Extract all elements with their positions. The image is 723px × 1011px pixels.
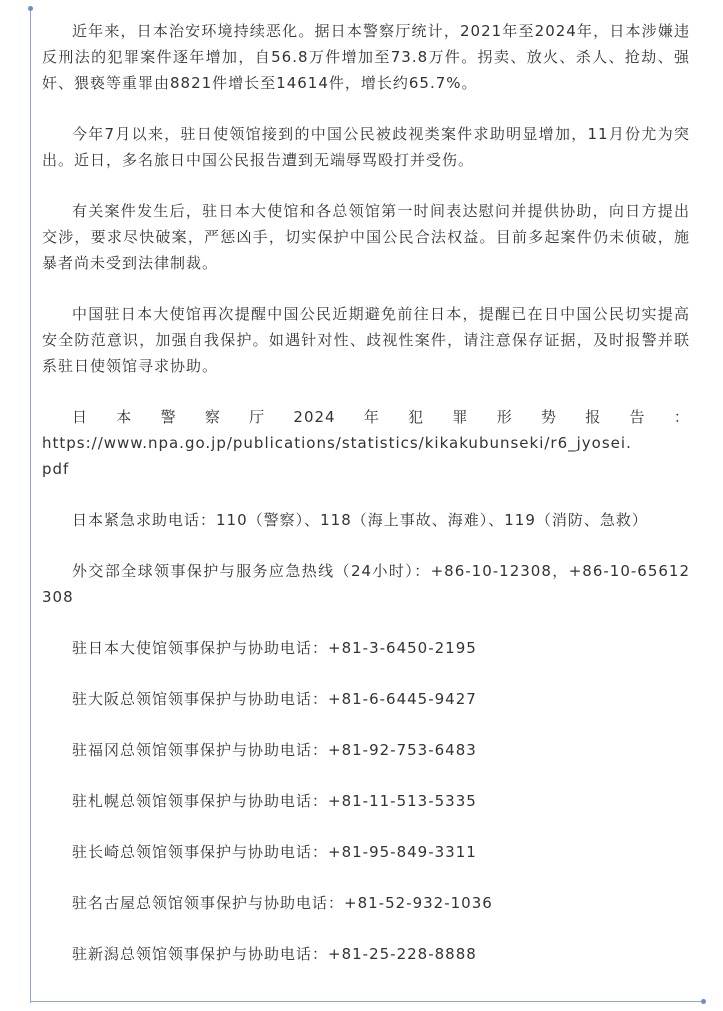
report-link-block: [42, 404, 690, 482]
frame-corner-dot: [701, 999, 706, 1004]
label-char: 厅: [249, 408, 266, 426]
report-link-label: [42, 404, 690, 430]
frame-corner-dot: [28, 6, 33, 11]
paragraph-travel-advisory: 中国驻日本大使馆再次提醒中国公民近期避免前往日本，提醒已在日中国公民切实提高安全防范意识，加强自我保护。如遇针对性、歧视性案件，请注意保存证据，及时报警并联系驻日使领馆寻求协助。: [42, 305, 690, 375]
mfa-hotline: 外交部全球领事保护与服务应急热线（24小时）：+86-10-12308，+86-10-65612308: [42, 562, 690, 606]
frame-bottom-border: [30, 1001, 704, 1002]
paragraph-discrimination-cases: 今年7月以来，驻日使领馆接到的中国公民被歧视类案件求助明显增加，11月份尤为突出。近日，多名旅日中国公民报告遭到无端辱骂殴打并受伤。: [42, 125, 690, 169]
report-url[interactable]: [42, 430, 690, 482]
label-char: 罪: [452, 408, 469, 426]
label-char: 日: [72, 408, 89, 426]
contact-consulate-fukuoka: 驻福冈总领馆领事保护与协助电话：+81-92-753-6483: [72, 741, 477, 759]
label-char: 势: [540, 408, 557, 426]
report-url-line1: https://www.npa.go.jp/publications/statistics/kikakubunseki/r6_jyosei.: [42, 434, 632, 452]
contact-embassy-tokyo: 驻日本大使馆领事保护与协助电话：+81-3-6450-2195: [72, 639, 477, 657]
paragraph-embassy-response: 有关案件发生后，驻日本大使馆和各总领馆第一时间表达慰问并提供协助，向日方提出交涉，要求尽快破案，严惩凶手，切实保护中国公民合法权益。目前多起案件仍未侦破，施暴者尚未受到法律制裁。: [42, 202, 690, 272]
label-char: 察: [204, 408, 221, 426]
label-char: 年: [363, 408, 380, 426]
label-char: 警: [160, 408, 177, 426]
label-char: 犯: [408, 408, 425, 426]
label-char: ：: [673, 408, 690, 426]
report-url-line2: pdf: [42, 460, 70, 478]
label-char: 形: [496, 408, 513, 426]
emergency-numbers: 日本紧急求助电话：110（警察）、118（海上事故、海难）、119（消防、急救）: [72, 511, 648, 529]
contact-consulate-osaka: 驻大阪总领馆领事保护与协助电话：+81-6-6445-9427: [72, 690, 477, 708]
frame-left-border: [30, 8, 31, 1003]
contact-consulate-niigata: 驻新潟总领馆领事保护与协助电话：+81-25-228-8888: [72, 945, 477, 963]
contact-consulate-sapporo: 驻札幌总领馆领事保护与协助电话：+81-11-513-5335: [72, 792, 477, 810]
contact-consulate-nagasaki: 驻长崎总领馆领事保护与协助电话：+81-95-849-3311: [72, 843, 477, 861]
label-char: 告: [629, 408, 646, 426]
paragraph-crime-stats: 近年来，日本治安环境持续恶化。据日本警察厅统计，2021年至2024年，日本涉嫌违反刑法的犯罪案件逐年增加，自56.8万件增加至73.8万件。拐卖、放火、杀人、抢劫、强奸、猥亵等重罪由8821件增长至14614件，增长约65.7%。: [42, 22, 690, 92]
article-body: [42, 18, 690, 992]
label-char: 2024: [293, 408, 336, 426]
label-char: 报: [585, 408, 602, 426]
contact-consulate-nagoya: 驻名古屋总领馆领事保护与协助电话：+81-52-932-1036: [72, 894, 493, 912]
label-char: 本: [116, 408, 133, 426]
